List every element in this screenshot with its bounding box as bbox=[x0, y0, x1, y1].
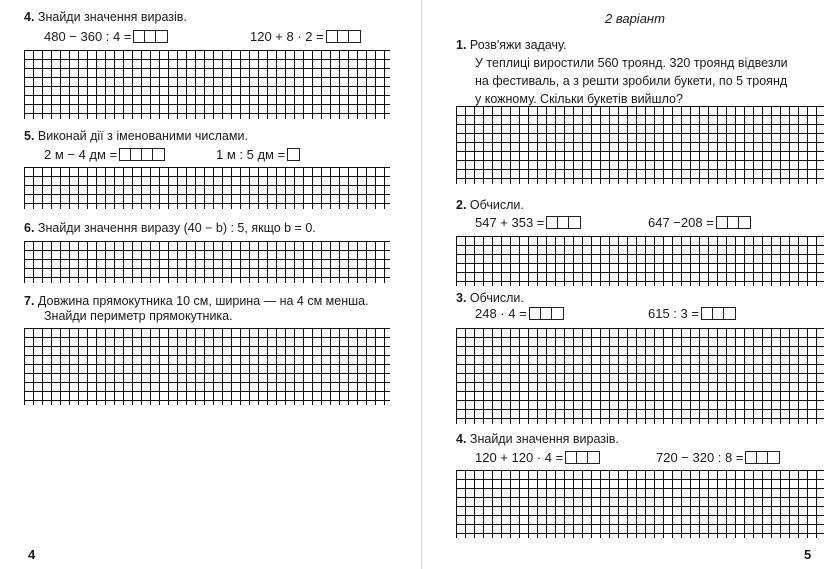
expression-1 bbox=[44, 29, 168, 45]
task-7-heading bbox=[24, 294, 369, 309]
grid-lines bbox=[24, 167, 391, 210]
answer-boxes[interactable] bbox=[546, 216, 581, 229]
task-title: Виконай дії з іменованими числами. bbox=[37, 129, 248, 143]
task-number: 7. bbox=[24, 294, 35, 308]
expression-2 bbox=[656, 450, 780, 466]
answer-boxes[interactable] bbox=[119, 148, 165, 161]
answer-boxes[interactable] bbox=[701, 307, 736, 320]
task-number: 4. bbox=[456, 432, 467, 446]
task-title: Знайди значення виразу (40 − b) : 5, якщо b = 0. bbox=[37, 221, 316, 235]
variant-title: 2 варіант bbox=[605, 11, 665, 26]
expression-2 bbox=[250, 29, 361, 45]
task-number: 6. bbox=[24, 221, 35, 235]
right-page bbox=[422, 0, 838, 569]
expression-1 bbox=[475, 215, 581, 231]
task-6-heading bbox=[24, 221, 316, 236]
task-number: 1. bbox=[456, 38, 467, 52]
expression-text: 2 м − 4 дм = bbox=[44, 147, 118, 162]
page-number: 5 bbox=[804, 547, 812, 562]
answer-boxes[interactable] bbox=[745, 451, 780, 464]
task-title: Знайди значення виразів. bbox=[469, 432, 619, 446]
expression-text: 480 − 360 : 4 = bbox=[44, 29, 132, 44]
task-number: 4. bbox=[24, 10, 35, 24]
grid-lines bbox=[456, 236, 825, 287]
expression-2 bbox=[648, 215, 751, 231]
problem-line: у кожному. Скільки букетів вийшло? bbox=[475, 92, 683, 106]
expression-1 bbox=[475, 450, 600, 466]
expression-2 bbox=[648, 306, 736, 322]
answer-boxes[interactable] bbox=[716, 216, 751, 229]
grid-lines bbox=[24, 50, 391, 120]
answer-grid[interactable] bbox=[456, 236, 825, 292]
task-7-text-line-2: Знайди периметр прямокутника. bbox=[44, 309, 233, 323]
expression-text: 120 + 8 · 2 = bbox=[250, 29, 324, 44]
expression-1 bbox=[44, 147, 165, 163]
task-4-heading bbox=[456, 432, 619, 447]
problem-line: на фестиваль, а з решти зробили букети, по 5 троянд bbox=[475, 74, 788, 88]
grid-lines bbox=[456, 328, 825, 425]
task-title: Обчисли. bbox=[469, 291, 524, 305]
answer-grid[interactable] bbox=[24, 328, 391, 411]
grid-lines bbox=[456, 106, 825, 185]
task-number: 3. bbox=[456, 291, 467, 305]
expression-text: 615 : 3 = bbox=[648, 306, 699, 321]
answer-boxes[interactable] bbox=[326, 30, 361, 43]
expression-text: 547 + 353 = bbox=[475, 215, 545, 230]
problem-line: У теплиці виростили 560 троянд. 320 троянд відвезли bbox=[475, 56, 788, 70]
task-title: Обчисли. bbox=[469, 198, 524, 212]
answer-boxes[interactable] bbox=[529, 307, 564, 320]
task-title: Розв'яжи задачу. bbox=[469, 38, 567, 52]
problem-text bbox=[475, 54, 788, 108]
answer-boxes[interactable] bbox=[287, 148, 300, 161]
answer-boxes[interactable] bbox=[133, 30, 168, 43]
task-3-heading bbox=[456, 291, 524, 306]
answer-grid[interactable] bbox=[24, 50, 391, 125]
task-number: 2. bbox=[456, 198, 467, 212]
task-text-line-1: Довжина прямокутника 10 см, ширина — на 4 см менша. bbox=[37, 294, 369, 308]
page-number: 4 bbox=[28, 547, 36, 562]
expression-2 bbox=[216, 147, 300, 163]
answer-grid[interactable] bbox=[456, 470, 825, 544]
answer-grid[interactable] bbox=[456, 328, 825, 430]
expression-text: 1 м : 5 дм = bbox=[216, 147, 286, 162]
task-1-heading bbox=[456, 38, 567, 53]
answer-grid[interactable] bbox=[24, 241, 391, 289]
answer-boxes[interactable] bbox=[565, 451, 600, 464]
answer-grid[interactable] bbox=[456, 106, 825, 190]
task-5-heading bbox=[24, 129, 248, 144]
grid-lines bbox=[24, 328, 391, 406]
task-title: Знайди значення виразів. bbox=[37, 10, 187, 24]
expression-text: 248 · 4 = bbox=[475, 306, 527, 321]
grid-lines bbox=[456, 470, 825, 539]
expression-1 bbox=[475, 306, 564, 322]
expression-text: 720 − 320 : 8 = bbox=[656, 450, 744, 465]
task-number: 5. bbox=[24, 129, 35, 143]
task-2-heading bbox=[456, 198, 524, 213]
task-4-heading bbox=[24, 10, 187, 25]
answer-grid[interactable] bbox=[24, 167, 391, 215]
expression-text: 647 −208 = bbox=[648, 215, 714, 230]
grid-lines bbox=[24, 241, 391, 284]
expression-text: 120 + 120 · 4 = bbox=[475, 450, 564, 465]
